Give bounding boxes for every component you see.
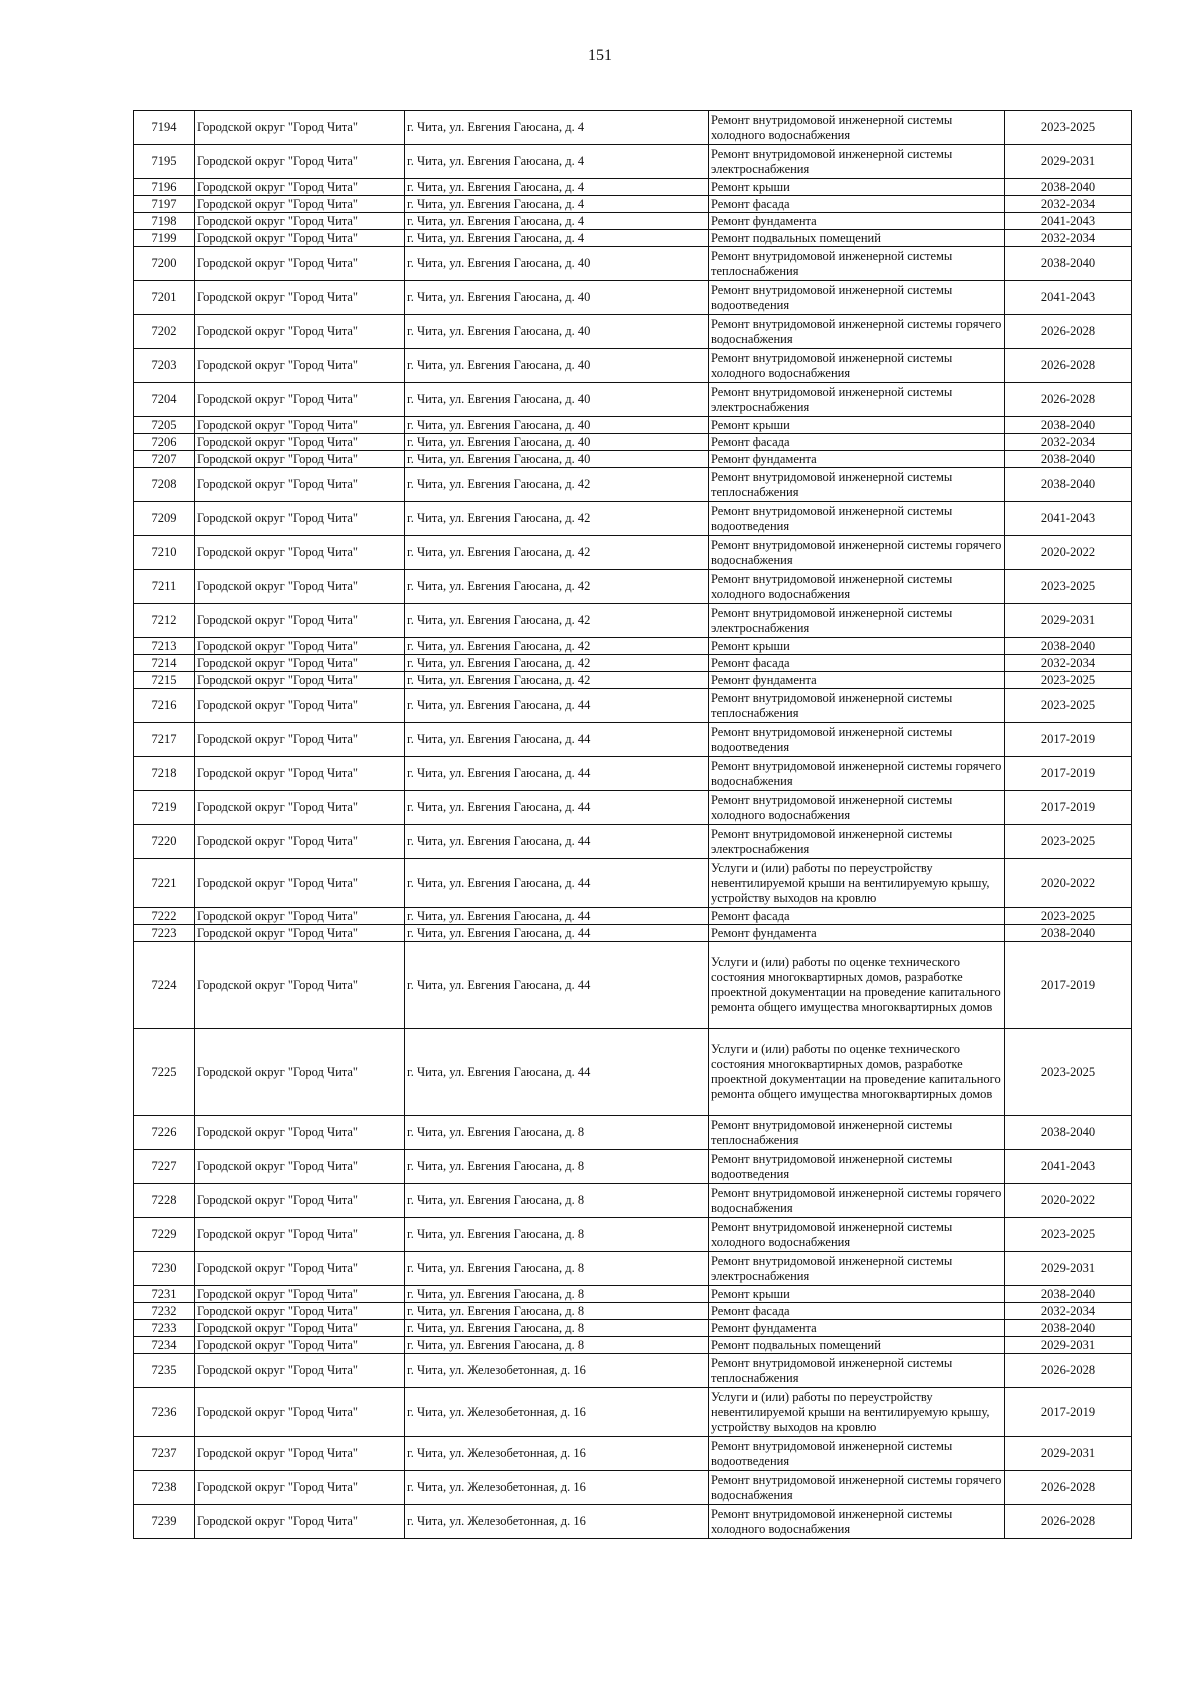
cell-district: Городской округ "Город Чита" <box>195 434 405 451</box>
cell-address: г. Чита, ул. Евгения Гаюсана, д. 40 <box>405 281 709 315</box>
table-row <box>134 1471 1132 1505</box>
table-row <box>134 1505 1132 1539</box>
cell-district: Городской округ "Город Чита" <box>195 417 405 434</box>
cell-number: 7233 <box>134 1320 195 1337</box>
cell-period: 2017-2019 <box>1005 1388 1132 1437</box>
cell-address: г. Чита, ул. Евгения Гаюсана, д. 40 <box>405 451 709 468</box>
cell-district: Городской округ "Город Чита" <box>195 1218 405 1252</box>
cell-work-type: Ремонт фасада <box>709 1303 1005 1320</box>
cell-number: 7206 <box>134 434 195 451</box>
cell-address: г. Чита, ул. Евгения Гаюсана, д. 40 <box>405 247 709 281</box>
cell-work-type: Ремонт внутридомовой инженерной системы электроснабжения <box>709 825 1005 859</box>
cell-period: 2026-2028 <box>1005 349 1132 383</box>
cell-work-type: Ремонт фасада <box>709 655 1005 672</box>
cell-period: 2038-2040 <box>1005 468 1132 502</box>
cell-district: Городской округ "Город Чита" <box>195 859 405 908</box>
cell-work-type: Ремонт фундамента <box>709 925 1005 942</box>
cell-address: г. Чита, ул. Евгения Гаюсана, д. 8 <box>405 1184 709 1218</box>
cell-district: Городской округ "Город Чита" <box>195 1388 405 1437</box>
cell-work-type: Ремонт крыши <box>709 638 1005 655</box>
cell-work-type: Ремонт фасада <box>709 196 1005 213</box>
cell-number: 7230 <box>134 1252 195 1286</box>
cell-period: 2038-2040 <box>1005 451 1132 468</box>
cell-number: 7218 <box>134 757 195 791</box>
cell-district: Городской округ "Город Чита" <box>195 723 405 757</box>
cell-period: 2023-2025 <box>1005 825 1132 859</box>
cell-number: 7216 <box>134 689 195 723</box>
cell-work-type: Услуги и (или) работы по переустройству невентилируемой крыши на вентилируемую крышу, устройству выходов на кровлю <box>709 859 1005 908</box>
table-row <box>134 672 1132 689</box>
table-row <box>134 925 1132 942</box>
cell-district: Городской округ "Город Чита" <box>195 1116 405 1150</box>
table-row <box>134 1184 1132 1218</box>
cell-work-type: Ремонт фундамента <box>709 672 1005 689</box>
table-row <box>134 230 1132 247</box>
cell-district: Городской округ "Город Чита" <box>195 825 405 859</box>
cell-district: Городской округ "Город Чита" <box>195 315 405 349</box>
page-number: 151 <box>588 47 612 64</box>
cell-address: г. Чита, ул. Евгения Гаюсана, д. 40 <box>405 434 709 451</box>
cell-work-type: Ремонт внутридомовой инженерной системы теплоснабжения <box>709 247 1005 281</box>
cell-number: 7224 <box>134 942 195 1029</box>
cell-number: 7219 <box>134 791 195 825</box>
cell-period: 2017-2019 <box>1005 942 1132 1029</box>
cell-work-type: Ремонт внутридомовой инженерной системы холодного водоснабжения <box>709 1505 1005 1539</box>
cell-district: Городской округ "Город Чита" <box>195 1337 405 1354</box>
cell-work-type: Ремонт внутридомовой инженерной системы электроснабжения <box>709 604 1005 638</box>
cell-work-type: Ремонт фасада <box>709 908 1005 925</box>
table-row <box>134 942 1132 1029</box>
cell-work-type: Ремонт внутридомовой инженерной системы водоотведения <box>709 281 1005 315</box>
cell-work-type: Ремонт внутридомовой инженерной системы холодного водоснабжения <box>709 111 1005 145</box>
table-row <box>134 1116 1132 1150</box>
cell-number: 7223 <box>134 925 195 942</box>
cell-period: 2032-2034 <box>1005 196 1132 213</box>
table-row <box>134 1252 1132 1286</box>
cell-number: 7212 <box>134 604 195 638</box>
cell-work-type: Ремонт внутридомовой инженерной системы горячего водоснабжения <box>709 536 1005 570</box>
cell-number: 7195 <box>134 145 195 179</box>
cell-period: 2032-2034 <box>1005 230 1132 247</box>
cell-number: 7217 <box>134 723 195 757</box>
cell-address: г. Чита, ул. Евгения Гаюсана, д. 8 <box>405 1320 709 1337</box>
cell-district: Городской округ "Город Чита" <box>195 247 405 281</box>
cell-district: Городской округ "Город Чита" <box>195 349 405 383</box>
cell-work-type: Ремонт внутридомовой инженерной системы горячего водоснабжения <box>709 1471 1005 1505</box>
cell-address: г. Чита, ул. Евгения Гаюсана, д. 44 <box>405 1029 709 1116</box>
cell-work-type: Услуги и (или) работы по переустройству невентилируемой крыши на вентилируемую крышу, устройству выходов на кровлю <box>709 1388 1005 1437</box>
table-row <box>134 908 1132 925</box>
table-row <box>134 281 1132 315</box>
cell-number: 7209 <box>134 502 195 536</box>
cell-period: 2041-2043 <box>1005 213 1132 230</box>
cell-address: г. Чита, ул. Евгения Гаюсана, д. 44 <box>405 757 709 791</box>
cell-number: 7196 <box>134 179 195 196</box>
cell-address: г. Чита, ул. Евгения Гаюсана, д. 42 <box>405 502 709 536</box>
cell-number: 7232 <box>134 1303 195 1320</box>
cell-period: 2038-2040 <box>1005 925 1132 942</box>
cell-period: 2017-2019 <box>1005 757 1132 791</box>
cell-address: г. Чита, ул. Евгения Гаюсана, д. 42 <box>405 638 709 655</box>
cell-address: г. Чита, ул. Евгения Гаюсана, д. 40 <box>405 315 709 349</box>
cell-period: 2038-2040 <box>1005 417 1132 434</box>
cell-number: 7234 <box>134 1337 195 1354</box>
cell-address: г. Чита, ул. Евгения Гаюсана, д. 8 <box>405 1116 709 1150</box>
cell-period: 2017-2019 <box>1005 791 1132 825</box>
cell-number: 7204 <box>134 383 195 417</box>
cell-period: 2023-2025 <box>1005 908 1132 925</box>
cell-district: Городской округ "Город Чита" <box>195 925 405 942</box>
cell-number: 7222 <box>134 908 195 925</box>
table-row <box>134 451 1132 468</box>
cell-address: г. Чита, ул. Евгения Гаюсана, д. 8 <box>405 1303 709 1320</box>
cell-district: Городской округ "Город Чита" <box>195 1471 405 1505</box>
cell-number: 7199 <box>134 230 195 247</box>
cell-work-type: Ремонт внутридомовой инженерной системы холодного водоснабжения <box>709 1218 1005 1252</box>
cell-district: Городской округ "Город Чита" <box>195 791 405 825</box>
cell-district: Городской округ "Город Чита" <box>195 1505 405 1539</box>
cell-period: 2032-2034 <box>1005 655 1132 672</box>
cell-address: г. Чита, ул. Евгения Гаюсана, д. 44 <box>405 689 709 723</box>
cell-work-type: Ремонт внутридомовой инженерной системы электроснабжения <box>709 1252 1005 1286</box>
cell-number: 7214 <box>134 655 195 672</box>
cell-address: г. Чита, ул. Железобетонная, д. 16 <box>405 1505 709 1539</box>
cell-period: 2029-2031 <box>1005 1337 1132 1354</box>
cell-address: г. Чита, ул. Железобетонная, д. 16 <box>405 1354 709 1388</box>
cell-period: 2041-2043 <box>1005 502 1132 536</box>
table-row <box>134 349 1132 383</box>
cell-district: Городской округ "Город Чита" <box>195 672 405 689</box>
cell-period: 2041-2043 <box>1005 281 1132 315</box>
cell-address: г. Чита, ул. Евгения Гаюсана, д. 44 <box>405 908 709 925</box>
cell-address: г. Чита, ул. Евгения Гаюсана, д. 44 <box>405 925 709 942</box>
cell-number: 7213 <box>134 638 195 655</box>
cell-work-type: Ремонт внутридомовой инженерной системы электроснабжения <box>709 145 1005 179</box>
cell-period: 2026-2028 <box>1005 1471 1132 1505</box>
cell-number: 7225 <box>134 1029 195 1116</box>
cell-number: 7207 <box>134 451 195 468</box>
cell-number: 7231 <box>134 1286 195 1303</box>
cell-period: 2026-2028 <box>1005 315 1132 349</box>
cell-district: Городской округ "Город Чита" <box>195 451 405 468</box>
cell-district: Городской округ "Город Чита" <box>195 908 405 925</box>
cell-district: Городской округ "Город Чита" <box>195 179 405 196</box>
cell-period: 2023-2025 <box>1005 689 1132 723</box>
cell-work-type: Ремонт подвальных помещений <box>709 1337 1005 1354</box>
cell-period: 2029-2031 <box>1005 145 1132 179</box>
cell-district: Городской округ "Город Чита" <box>195 145 405 179</box>
cell-period: 2041-2043 <box>1005 1150 1132 1184</box>
cell-district: Городской округ "Город Чита" <box>195 1184 405 1218</box>
cell-work-type: Ремонт внутридомовой инженерной системы водоотведения <box>709 502 1005 536</box>
cell-work-type: Ремонт подвальных помещений <box>709 230 1005 247</box>
cell-address: г. Чита, ул. Евгения Гаюсана, д. 44 <box>405 859 709 908</box>
table-row <box>134 247 1132 281</box>
table-row <box>134 1320 1132 1337</box>
cell-work-type: Ремонт внутридомовой инженерной системы теплоснабжения <box>709 1116 1005 1150</box>
cell-district: Городской округ "Город Чита" <box>195 213 405 230</box>
cell-period: 2038-2040 <box>1005 1320 1132 1337</box>
cell-number: 7205 <box>134 417 195 434</box>
cell-work-type: Ремонт фундамента <box>709 1320 1005 1337</box>
cell-address: г. Чита, ул. Евгения Гаюсана, д. 4 <box>405 179 709 196</box>
table-row <box>134 1388 1132 1437</box>
table-row <box>134 1437 1132 1471</box>
table-row <box>134 604 1132 638</box>
cell-work-type: Ремонт внутридомовой инженерной системы теплоснабжения <box>709 689 1005 723</box>
table-row <box>134 723 1132 757</box>
cell-work-type: Ремонт внутридомовой инженерной системы горячего водоснабжения <box>709 1184 1005 1218</box>
cell-address: г. Чита, ул. Евгения Гаюсана, д. 44 <box>405 825 709 859</box>
cell-address: г. Чита, ул. Железобетонная, д. 16 <box>405 1388 709 1437</box>
cell-address: г. Чита, ул. Евгения Гаюсана, д. 44 <box>405 791 709 825</box>
cell-district: Городской округ "Город Чита" <box>195 281 405 315</box>
cell-period: 2023-2025 <box>1005 1029 1132 1116</box>
cell-period: 2029-2031 <box>1005 1252 1132 1286</box>
table-row <box>134 1286 1132 1303</box>
cell-period: 2020-2022 <box>1005 859 1132 908</box>
cell-period: 2017-2019 <box>1005 723 1132 757</box>
cell-address: г. Чита, ул. Евгения Гаюсана, д. 8 <box>405 1286 709 1303</box>
table-row <box>134 315 1132 349</box>
cell-address: г. Чита, ул. Евгения Гаюсана, д. 4 <box>405 213 709 230</box>
cell-number: 7228 <box>134 1184 195 1218</box>
cell-period: 2038-2040 <box>1005 247 1132 281</box>
cell-period: 2038-2040 <box>1005 1286 1132 1303</box>
table-row <box>134 468 1132 502</box>
cell-work-type: Ремонт внутридомовой инженерной системы водоотведения <box>709 1150 1005 1184</box>
cell-address: г. Чита, ул. Евгения Гаюсана, д. 42 <box>405 655 709 672</box>
repair-schedule-table <box>133 110 1132 1539</box>
cell-number: 7238 <box>134 1471 195 1505</box>
cell-address: г. Чита, ул. Евгения Гаюсана, д. 40 <box>405 417 709 434</box>
cell-number: 7201 <box>134 281 195 315</box>
table-row <box>134 383 1132 417</box>
cell-period: 2023-2025 <box>1005 1218 1132 1252</box>
cell-work-type: Ремонт внутридомовой инженерной системы теплоснабжения <box>709 468 1005 502</box>
cell-address: г. Чита, ул. Евгения Гаюсана, д. 42 <box>405 604 709 638</box>
table-row <box>134 791 1132 825</box>
cell-work-type: Ремонт внутридомовой инженерной системы холодного водоснабжения <box>709 349 1005 383</box>
cell-period: 2038-2040 <box>1005 638 1132 655</box>
cell-number: 7194 <box>134 111 195 145</box>
cell-address: г. Чита, ул. Евгения Гаюсана, д. 42 <box>405 468 709 502</box>
cell-number: 7210 <box>134 536 195 570</box>
cell-district: Городской округ "Город Чита" <box>195 942 405 1029</box>
table-row <box>134 689 1132 723</box>
cell-district: Городской округ "Город Чита" <box>195 383 405 417</box>
cell-work-type: Ремонт крыши <box>709 417 1005 434</box>
table-row <box>134 434 1132 451</box>
cell-number: 7237 <box>134 1437 195 1471</box>
cell-work-type: Ремонт внутридомовой инженерной системы электроснабжения <box>709 383 1005 417</box>
cell-number: 7215 <box>134 672 195 689</box>
cell-work-type: Ремонт фасада <box>709 434 1005 451</box>
cell-number: 7203 <box>134 349 195 383</box>
cell-address: г. Чита, ул. Евгения Гаюсана, д. 42 <box>405 672 709 689</box>
cell-district: Городской округ "Город Чита" <box>195 111 405 145</box>
table-row <box>134 1029 1132 1116</box>
cell-district: Городской округ "Город Чита" <box>195 536 405 570</box>
cell-period: 2020-2022 <box>1005 1184 1132 1218</box>
cell-district: Городской округ "Город Чита" <box>195 1437 405 1471</box>
cell-address: г. Чита, ул. Евгения Гаюсана, д. 44 <box>405 942 709 1029</box>
cell-address: г. Чита, ул. Евгения Гаюсана, д. 8 <box>405 1218 709 1252</box>
cell-address: г. Чита, ул. Евгения Гаюсана, д. 42 <box>405 570 709 604</box>
table-row <box>134 1303 1132 1320</box>
cell-address: г. Чита, ул. Евгения Гаюсана, д. 40 <box>405 349 709 383</box>
cell-number: 7221 <box>134 859 195 908</box>
cell-period: 2032-2034 <box>1005 434 1132 451</box>
cell-address: г. Чита, ул. Евгения Гаюсана, д. 44 <box>405 723 709 757</box>
table-row <box>134 536 1132 570</box>
cell-district: Городской округ "Город Чита" <box>195 1286 405 1303</box>
table-row <box>134 1218 1132 1252</box>
table-row <box>134 757 1132 791</box>
cell-address: г. Чита, ул. Евгения Гаюсана, д. 4 <box>405 111 709 145</box>
cell-district: Городской округ "Город Чита" <box>195 757 405 791</box>
cell-district: Городской округ "Город Чита" <box>195 196 405 213</box>
cell-work-type: Ремонт внутридомовой инженерной системы горячего водоснабжения <box>709 757 1005 791</box>
table-row <box>134 1354 1132 1388</box>
cell-number: 7197 <box>134 196 195 213</box>
cell-number: 7220 <box>134 825 195 859</box>
cell-district: Городской округ "Город Чита" <box>195 1303 405 1320</box>
cell-work-type: Услуги и (или) работы по оценке технического состояния многоквартирных домов, разработке проектной документации на проведение капитального ремонта общего имущества многоквартирных домов <box>709 942 1005 1029</box>
cell-work-type: Ремонт внутридомовой инженерной системы водоотведения <box>709 1437 1005 1471</box>
cell-number: 7202 <box>134 315 195 349</box>
cell-address: г. Чита, ул. Евгения Гаюсана, д. 4 <box>405 230 709 247</box>
table-body <box>134 111 1132 1539</box>
table-row <box>134 570 1132 604</box>
cell-address: г. Чита, ул. Евгения Гаюсана, д. 8 <box>405 1337 709 1354</box>
cell-address: г. Чита, ул. Евгения Гаюсана, д. 8 <box>405 1150 709 1184</box>
cell-district: Городской округ "Город Чита" <box>195 689 405 723</box>
cell-period: 2029-2031 <box>1005 1437 1132 1471</box>
cell-number: 7198 <box>134 213 195 230</box>
cell-period: 2026-2028 <box>1005 1354 1132 1388</box>
cell-address: г. Чита, ул. Железобетонная, д. 16 <box>405 1471 709 1505</box>
cell-period: 2038-2040 <box>1005 179 1132 196</box>
cell-period: 2038-2040 <box>1005 1116 1132 1150</box>
cell-district: Городской округ "Город Чита" <box>195 1354 405 1388</box>
cell-work-type: Услуги и (или) работы по оценке технического состояния многоквартирных домов, разработке проектной документации на проведение капитального ремонта общего имущества многоквартирных домов <box>709 1029 1005 1116</box>
cell-district: Городской округ "Город Чита" <box>195 1029 405 1116</box>
table-row <box>134 417 1132 434</box>
cell-district: Городской округ "Город Чита" <box>195 638 405 655</box>
cell-number: 7236 <box>134 1388 195 1437</box>
cell-address: г. Чита, ул. Евгения Гаюсана, д. 8 <box>405 1252 709 1286</box>
table-row <box>134 196 1132 213</box>
cell-district: Городской округ "Город Чита" <box>195 230 405 247</box>
cell-district: Городской округ "Город Чита" <box>195 1252 405 1286</box>
cell-number: 7200 <box>134 247 195 281</box>
cell-period: 2023-2025 <box>1005 672 1132 689</box>
cell-number: 7235 <box>134 1354 195 1388</box>
cell-number: 7208 <box>134 468 195 502</box>
cell-work-type: Ремонт внутридомовой инженерной системы холодного водоснабжения <box>709 791 1005 825</box>
table-row <box>134 179 1132 196</box>
cell-period: 2020-2022 <box>1005 536 1132 570</box>
table-row <box>134 111 1132 145</box>
cell-district: Городской округ "Город Чита" <box>195 570 405 604</box>
table-row <box>134 655 1132 672</box>
cell-period: 2032-2034 <box>1005 1303 1132 1320</box>
cell-district: Городской округ "Город Чита" <box>195 1320 405 1337</box>
cell-number: 7226 <box>134 1116 195 1150</box>
cell-work-type: Ремонт внутридомовой инженерной системы холодного водоснабжения <box>709 570 1005 604</box>
table-row <box>134 859 1132 908</box>
cell-period: 2029-2031 <box>1005 604 1132 638</box>
table-row <box>134 825 1132 859</box>
cell-work-type: Ремонт фундамента <box>709 451 1005 468</box>
cell-work-type: Ремонт крыши <box>709 179 1005 196</box>
cell-address: г. Чита, ул. Евгения Гаюсана, д. 42 <box>405 536 709 570</box>
table-row <box>134 502 1132 536</box>
cell-district: Городской округ "Город Чита" <box>195 604 405 638</box>
table-row <box>134 1337 1132 1354</box>
cell-work-type: Ремонт фундамента <box>709 213 1005 230</box>
table-row <box>134 1150 1132 1184</box>
table-row <box>134 213 1132 230</box>
cell-address: г. Чита, ул. Евгения Гаюсана, д. 40 <box>405 383 709 417</box>
cell-address: г. Чита, ул. Железобетонная, д. 16 <box>405 1437 709 1471</box>
cell-number: 7211 <box>134 570 195 604</box>
cell-district: Городской округ "Город Чита" <box>195 655 405 672</box>
table-row <box>134 638 1132 655</box>
cell-district: Городской округ "Город Чита" <box>195 502 405 536</box>
cell-period: 2026-2028 <box>1005 383 1132 417</box>
cell-district: Городской округ "Город Чита" <box>195 1150 405 1184</box>
cell-period: 2023-2025 <box>1005 111 1132 145</box>
cell-number: 7229 <box>134 1218 195 1252</box>
cell-work-type: Ремонт крыши <box>709 1286 1005 1303</box>
cell-district: Городской округ "Город Чита" <box>195 468 405 502</box>
cell-work-type: Ремонт внутридомовой инженерной системы горячего водоснабжения <box>709 315 1005 349</box>
cell-period: 2026-2028 <box>1005 1505 1132 1539</box>
cell-work-type: Ремонт внутридомовой инженерной системы теплоснабжения <box>709 1354 1005 1388</box>
table-row <box>134 145 1132 179</box>
cell-number: 7239 <box>134 1505 195 1539</box>
cell-number: 7227 <box>134 1150 195 1184</box>
cell-address: г. Чита, ул. Евгения Гаюсана, д. 4 <box>405 145 709 179</box>
cell-work-type: Ремонт внутридомовой инженерной системы водоотведения <box>709 723 1005 757</box>
cell-period: 2023-2025 <box>1005 570 1132 604</box>
cell-address: г. Чита, ул. Евгения Гаюсана, д. 4 <box>405 196 709 213</box>
